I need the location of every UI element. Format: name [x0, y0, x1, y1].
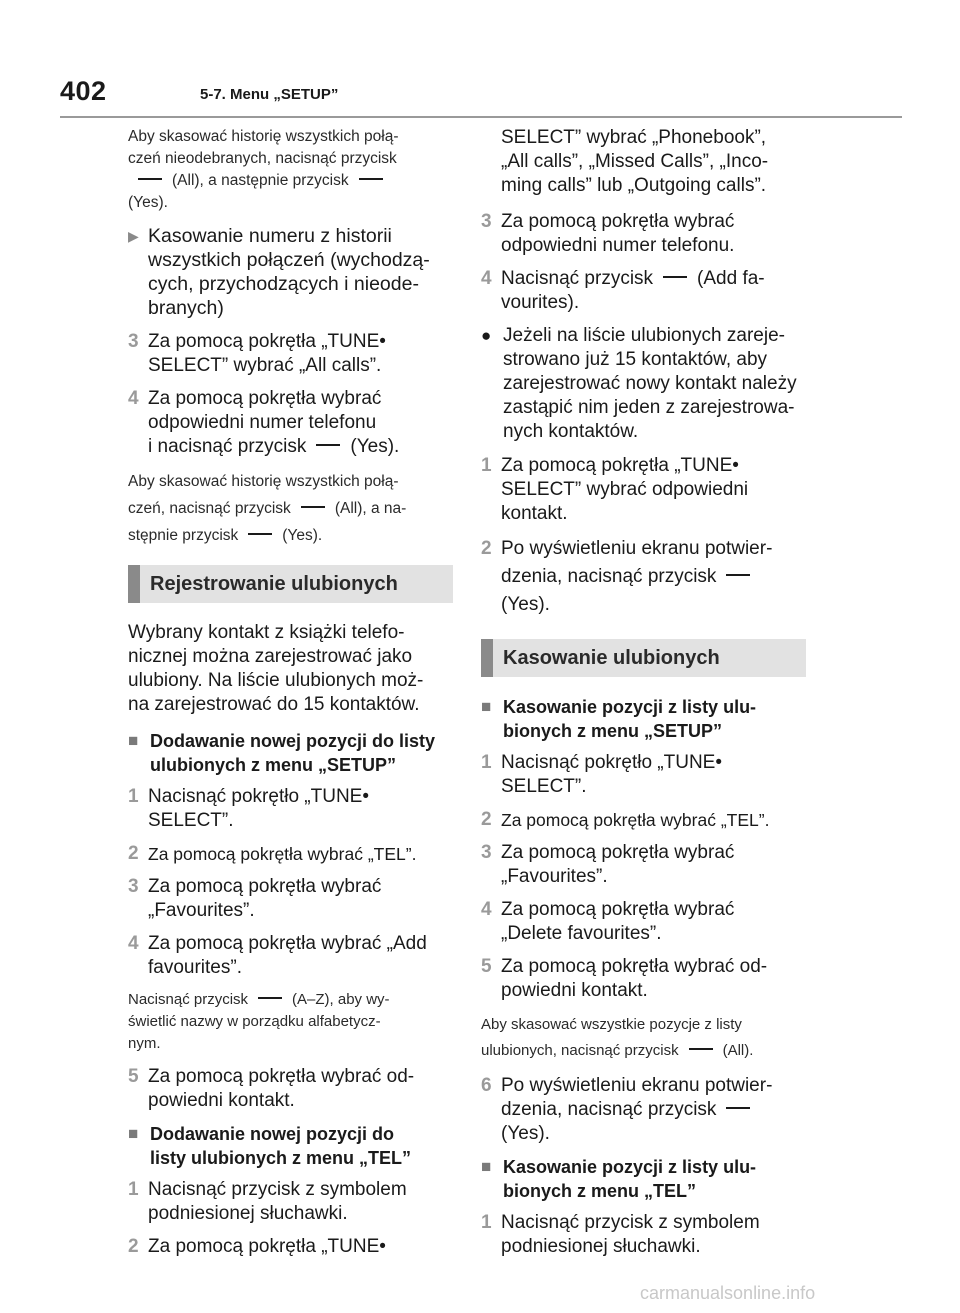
subheading-delete-tel: ■ Kasowanie pozycji z listy ulu- bionych z menu „TEL” — [481, 1157, 757, 1201]
step-item: 4 Nacisnąć przycisk (Add fa- vourites). — [481, 268, 765, 313]
square-bullet-icon: ■ — [128, 1124, 139, 1143]
subheading-add-setup: ■ Dodawanie nowej pozycji do listy ulubionych z menu „SETUP” — [128, 731, 436, 775]
note-delete-missed: Aby skasować historię wszystkich połą- czeń nieodebranych, nacisnąć przycisk (All), a następnie przycisk (Yes). — [128, 128, 399, 211]
step-item: 6 Po wyświetleniu ekranu potwier- dzenia, nacisnąć przycisk (Yes). — [481, 1075, 773, 1144]
button-icon — [301, 506, 325, 508]
step-item: 1 Nacisnąć przycisk z symbolem podniesionej słuchawki. — [128, 1179, 407, 1224]
button-icon — [663, 276, 687, 278]
heading-delete-favourites: Kasowanie ulubionych — [481, 639, 806, 677]
info-bullet: ● Jeżeli na liście ulubionych zareje- strowano już 15 kontaktów, aby zarejestrować nowy kontakt należy zastąpić nim jeden z zarejestrowa- nych kontaktów. — [481, 325, 797, 442]
heading-register-favourites: Rejestrowanie ulubionych — [128, 565, 453, 603]
step-item: 2 Po wyświetleniu ekranu potwier- dzenia, nacisnąć przycisk (Yes). — [481, 538, 773, 615]
note-delete-all-favourites: Aby skasować wszystkie pozycje z listy ulubionych, nacisnąć przycisk (All). — [481, 1016, 754, 1059]
note-delete-all: Aby skasować historię wszystkich połą- czeń, nacisnąć przycisk (All), a na- stępnie przycisk (Yes). — [128, 473, 407, 544]
subheading-add-tel: ■ Dodawanie nowej pozycji do listy ulubionych z menu „TEL” — [128, 1124, 412, 1168]
square-bullet-icon: ■ — [128, 731, 139, 750]
left-column — [128, 126, 453, 1268]
step-item: 5 Za pomocą pokrętła wybrać od- powiedni kontakt. — [481, 956, 768, 1001]
square-bullet-icon: ■ — [481, 1157, 492, 1176]
button-icon — [138, 178, 162, 180]
watermark: carmanualsonline.info — [640, 1283, 816, 1303]
step-item: 2 Za pomocą pokrętła wybrać „TEL”. — [481, 809, 770, 830]
button-icon — [359, 178, 383, 180]
button-icon — [248, 533, 272, 535]
section-title: 5-7. Menu „SETUP” — [200, 86, 339, 103]
step-item: 5 Za pomocą pokrętła wybrać od- powiedni kontakt. — [128, 1066, 415, 1111]
button-icon — [316, 444, 340, 446]
subheading-delete-setup: ■ Kasowanie pozycji z listy ulu- bionych z menu „SETUP” — [481, 697, 757, 741]
square-bullet-icon: ■ — [481, 697, 492, 716]
step-item: 4 Za pomocą pokrętła wybrać odpowiedni numer telefonu i nacisnąć przycisk (Yes). — [128, 388, 400, 457]
step-item: 3 Za pomocą pokrętła wybrać odpowiedni numer telefonu. — [481, 211, 735, 256]
step-item: 3 Za pomocą pokrętła „TUNE• SELECT” wybrać „All calls”. — [128, 331, 386, 376]
button-icon — [726, 1107, 750, 1109]
step-item: 1 Za pomocą pokrętła „TUNE• SELECT” wybrać odpowiedni kontakt. — [481, 455, 749, 524]
step-item: 1 Nacisnąć pokrętło „TUNE• SELECT”. — [128, 786, 369, 831]
note-a-z: Nacisnąć przycisk (A–Z), aby wy- świetlić nazwy w porządku alfabetycz- nym. — [128, 991, 390, 1052]
step-item: 1 Nacisnąć przycisk z symbolem podniesionej słuchawki. — [481, 1212, 760, 1257]
triangle-bullet-icon: ▶ — [128, 228, 139, 244]
header-rule — [60, 116, 902, 118]
step-item: 4 Za pomocą pokrętła wybrać „Delete favourites”. — [481, 899, 735, 944]
step-item: 1 Nacisnąć pokrętło „TUNE• SELECT”. — [481, 752, 722, 797]
intro-text: Wybrany kontakt z książki telefo- nicznej można zarejestrować jako ulubiony. Na liście ulubionych moż- na zarejestrować do 15 kontaktów. — [128, 622, 424, 715]
continued-text: SELECT” wybrać „Phonebook”, „All calls”, „Missed Calls”, „Inco- ming calls” lub „Outgoing calls”. — [501, 127, 769, 196]
step-item: 4 Za pomocą pokrętła wybrać „Add favourites”. — [128, 933, 427, 978]
circle-bullet-icon: ● — [481, 326, 492, 345]
step-item: 3 Za pomocą pokrętła wybrać „Favourites”. — [481, 842, 735, 887]
step-item: 2 Za pomocą pokrętła wybrać „TEL”. — [128, 843, 417, 864]
button-icon — [258, 997, 282, 999]
step-item: 2 Za pomocą pokrętła „TUNE• — [128, 1236, 386, 1257]
page-number: 402 — [60, 76, 107, 106]
right-column — [481, 126, 806, 1268]
step-item: 3 Za pomocą pokrętła wybrać „Favourites”. — [128, 876, 382, 921]
button-icon — [689, 1048, 713, 1050]
subheading-delete-number: ▶ Kasowanie numeru z historii wszystkich połączeń (wychodzą- cych, przychodzących i nieode- branych) — [128, 225, 430, 319]
button-icon — [726, 574, 750, 576]
